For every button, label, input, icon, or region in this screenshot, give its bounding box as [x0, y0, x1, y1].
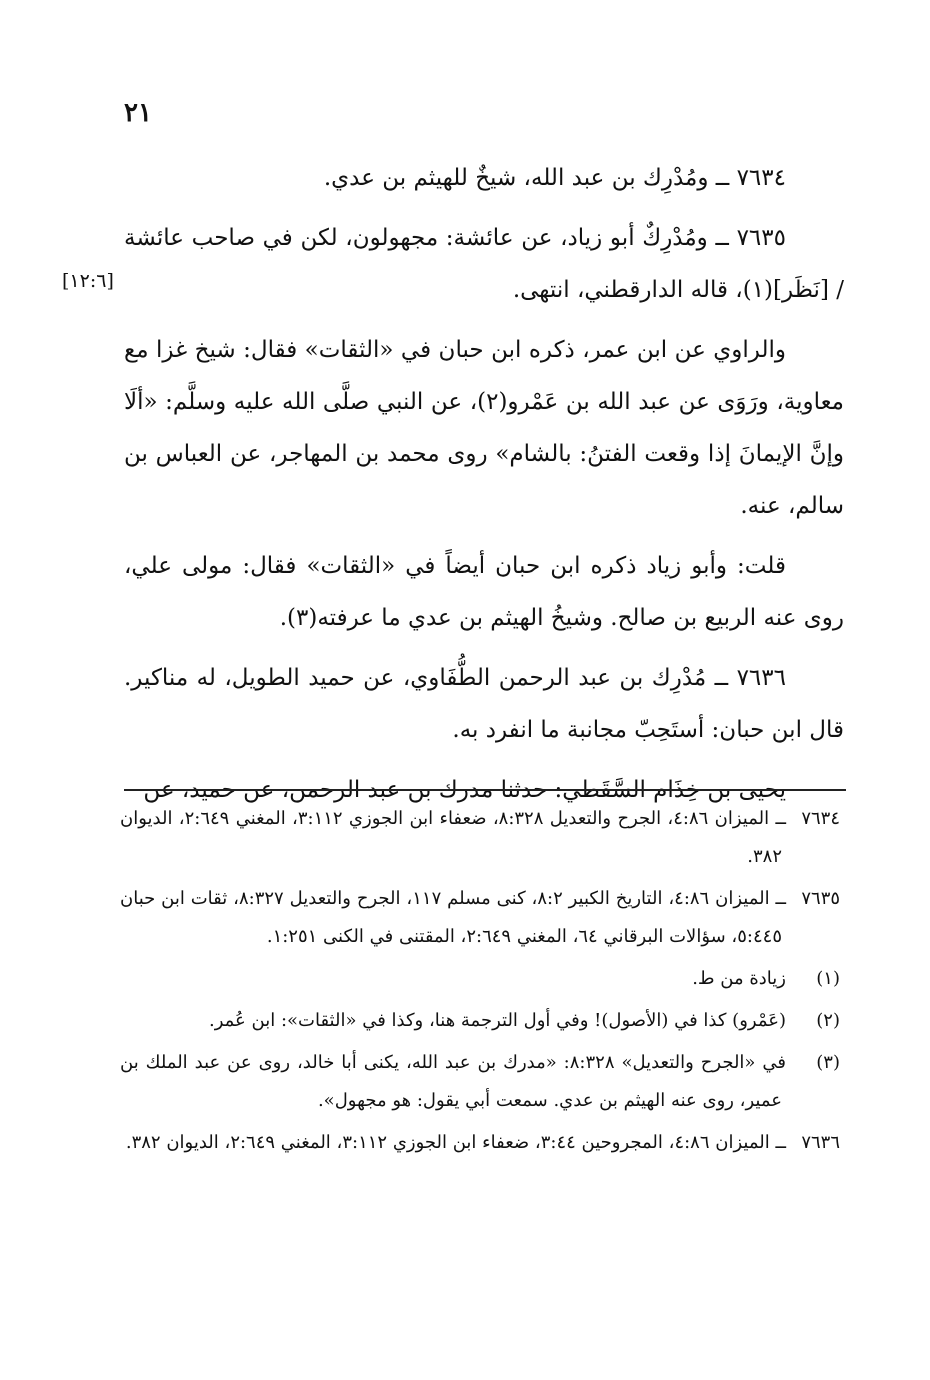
- footnote-text: زيادة من ط.: [692, 968, 786, 989]
- footnote-separator: [124, 789, 846, 791]
- footnote-number: (١): [816, 968, 840, 989]
- source-note-text: ــ الميزان ٤:٨٦، الجرح والتعديل ٨:٣٢٨، ضعفاء ابن الجوزي ٣:١١٢، المغني ٢:٦٤٩، الديوان ٣٨٢.: [120, 808, 787, 867]
- main-text: [124, 152, 844, 824]
- footnote-1: [120, 960, 844, 998]
- entry-7634: ٧٦٣٤ ــ ومُدْرِك بن عبد الله، شيخٌ للهيثم بن عدي.: [323, 165, 786, 191]
- footnote-text: في «الجرح والتعديل» ٨:٣٢٨: «مدرك بن عبد الله، يكنى أبا خالد، روى عن عبد الملك بن عمير، روى عنه الهيثم بن عدي. سمعت أبي يقول: هو مجهول».: [120, 1052, 786, 1111]
- entry-7635: ٧٦٣٥ ــ ومُدْرِكٌ أبو زياد، عن عائشة: مجهولون، لكن في صاحب عائشة / [نَظَر](١)، قاله الدارقطني، انتهى.: [124, 225, 844, 303]
- source-note-text: ــ الميزان ٤:٨٦، التاريخ الكبير ٨:٢، كنى مسلم ١١٧، الجرح والتعديل ٨:٣٢٧، ثقات ابن حبان ٥:٤٤٥، سؤالات البرقاني ٦٤، المغني ٢:٦٤٩، المقتنى في الكنى ١:٢٥١.: [120, 888, 787, 947]
- paragraph-yahya: يحيى بن خِذَام السَّقَطي: حدثنا مدرك بن عبد الرحمن، عن حميد، عن: [143, 777, 786, 803]
- paragraph-rawi: والراوي عن ابن عمر، ذكره ابن حبان في «الثقات» فقال: شيخ غزا مع معاوية، ورَوَى عن عبد الله بن عَمْرو(٢)، عن النبي صلَّى الله عليه وسلَّم: «ألَا وإنَّ الإيمانَ إذا وقعت الفتنُ: بالشام» روى محمد بن المهاجر، عن العباس بن سالم، عنه.: [124, 337, 844, 519]
- margin-reference: [١٢:٦]: [62, 270, 114, 292]
- source-note-7635: [120, 880, 844, 956]
- footnote-number: (٢): [816, 1010, 840, 1031]
- source-note-7634: [120, 800, 844, 876]
- source-note-text: ــ الميزان ٤:٨٦، المجروحين ٣:٤٤، ضعفاء ابن الجوزي ٣:١١٢، المغني ٢:٦٤٩، الديوان ٣٨٢.: [125, 1132, 786, 1153]
- footnote-text: (عَمْرو) كذا في (الأصول)! وفي أول الترجمة هنا، وكذا في «الثقات»: ابن عُمر.: [208, 1010, 786, 1031]
- source-note-7636: [120, 1124, 844, 1162]
- entry-7636: ٧٦٣٦ ــ مُدْرِك بن عبد الرحمن الطُّفَاوي، عن حميد الطويل، له مناكير. قال ابن حبان: أستَحِبّ مجانبة ما انفرد به.: [124, 665, 844, 743]
- page-number: ٢١: [124, 98, 152, 128]
- footnote-2: [120, 1002, 844, 1040]
- paragraph-qultu: قلت: وأبو زياد ذكره ابن حبان أيضاً في «الثقات» فقال: مولى علي، روى عنه الربيع بن صالح. وشيخُ الهيثم بن عدي ما عرفته(٣).: [124, 553, 844, 631]
- source-note-number: ٧٦٣٤: [801, 808, 841, 829]
- footnotes: [120, 800, 844, 1166]
- footnote-number: (٣): [816, 1052, 840, 1073]
- footnote-3: [120, 1044, 844, 1120]
- source-note-number: ٧٦٣٦: [801, 1132, 840, 1153]
- source-note-number: ٧٦٣٥: [801, 888, 841, 909]
